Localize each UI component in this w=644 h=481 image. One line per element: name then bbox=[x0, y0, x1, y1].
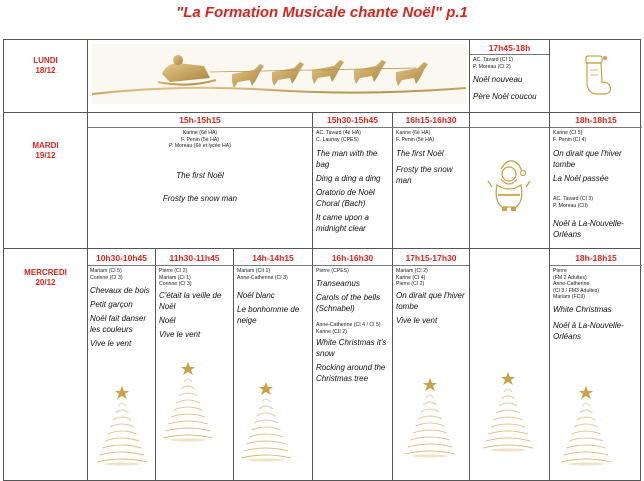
christmas-tree-icon bbox=[96, 384, 148, 466]
column-divider bbox=[312, 112, 313, 248]
mardi-slot1-time: 15h-15h15 bbox=[179, 115, 221, 125]
mercredi-slot2-songs: C'était la veille de Noël Noël Vive le vent bbox=[159, 291, 222, 339]
mercredi-slot6-teachers: Pierre (FM 2 Adultes) Anne-Catherine (CI 3 / FM3 Adultes) Mariam (FCII) bbox=[553, 268, 600, 301]
mardi-slot3-time: 16h15-16h30 bbox=[405, 115, 457, 125]
mardi-slot4-time: 18h-18h15 bbox=[575, 115, 617, 125]
lundi-slot1-time: 17h45-18h bbox=[488, 43, 531, 53]
mercredi-slot4-time: 16h-16h30 bbox=[331, 253, 374, 263]
mercredi-slot2-time: 11h30-11h45 bbox=[169, 253, 220, 263]
christmas-tree-icon bbox=[560, 384, 612, 466]
column-divider bbox=[469, 112, 470, 248]
column-divider bbox=[549, 248, 550, 481]
day-mercredi: MERCREDI 20/12 bbox=[24, 268, 67, 287]
mercredi-slot5-teachers: Mariam (CI 2) Karine (CI 4) Pierre (CI 2) bbox=[396, 268, 428, 288]
column-divider bbox=[469, 248, 470, 481]
lundi-slot1-teachers: AC. Tavard (CI 1) P. Moreau (CI 2) bbox=[473, 57, 513, 70]
mercredi-slot6-time: 18h-18h15 bbox=[575, 253, 617, 263]
mercredi-slot4-songs2: White Christmas it's snow Rocking around the Christmas tree bbox=[316, 338, 387, 383]
christmas-tree-icon bbox=[240, 380, 292, 462]
day-mardi: MARDI 19/12 bbox=[32, 141, 59, 160]
mercredi-slot1-songs: Chevaux de bois Petit garçon Noël fait danser les couleurs Vive le vent bbox=[90, 286, 150, 348]
row-divider bbox=[4, 248, 640, 249]
christmas-tree-icon bbox=[404, 376, 456, 458]
mercredi-slot4-teachers: Pierre (CPES) bbox=[316, 268, 349, 274]
column-divider bbox=[155, 248, 156, 481]
mardi-slot2-teachers: AC. Tavard (4è HA) C. Launay (CPES) bbox=[316, 130, 361, 143]
mercredi-slot3-time: 14h-14h15 bbox=[252, 253, 294, 263]
column-divider bbox=[392, 248, 393, 481]
mardi-slot3-teachers: Karine (6è HA) F. Penin (5è HA) bbox=[396, 130, 435, 143]
mercredi-slot3-songs: Noël blanc Le bonhomme de neige bbox=[237, 291, 300, 325]
stocking-icon bbox=[574, 52, 618, 102]
mercredi-slot5-songs: On dirait que l'hiver tombe Vive le vent bbox=[396, 291, 465, 325]
mercredi-slot1-time: 10h30-10h45 bbox=[95, 253, 148, 263]
mardi-slot4-songs2: Noël à La-Nouvelle-Orléans bbox=[553, 219, 624, 239]
mercredi-slot6-songs: White Christmas Noël à La-Nouvelle-Orléans bbox=[553, 305, 624, 341]
column-divider bbox=[233, 248, 234, 481]
mercredi-slot5-time: 17h15-17h30 bbox=[405, 253, 457, 263]
day-lundi: LUNDI 18/12 bbox=[33, 56, 58, 75]
sleigh-reindeer-illustration bbox=[92, 44, 466, 104]
mercredi-slot3-teachers: Mariam (CII 1) Anne-Catherine (CI 3) bbox=[237, 268, 288, 281]
lundi-slot1-songs: Noël nouveau Père Noël coucou bbox=[473, 75, 537, 101]
mardi-slot2-time: 15h30-15h45 bbox=[326, 115, 379, 125]
santa-claus-illustration bbox=[484, 155, 534, 213]
mardi-slot4-songs: On dirait que l'hiver tombe La Noël passée bbox=[553, 149, 622, 183]
christmas-tree-icon bbox=[162, 360, 214, 442]
mardi-slot1-songs: The first Noël Frosty the snow man bbox=[162, 171, 238, 203]
mardi-slot4-teachers: Karine (CI 5) F. Penin (CI 4) bbox=[553, 130, 587, 143]
mercredi-slot1-teachers: Mariam (CI 5) Corinne (CI 3) bbox=[90, 268, 123, 281]
mardi-slot1-teachers: Karine (6è HA) F. Penin (5è HA) P. Moreau (6è et lycée HA) bbox=[169, 130, 231, 150]
mercredi-slot2-teachers: Pierre (CI 2) Mariam (CI 1) Corinne (CI 3) bbox=[159, 268, 192, 288]
page-title: "La Formation Musicale chante Noël" p.1 bbox=[176, 4, 468, 21]
christmas-tree-icon bbox=[482, 370, 534, 452]
mercredi-slot4-songs: Transeamus Carols of the bells (Schnabel) bbox=[316, 279, 381, 313]
column-divider bbox=[549, 112, 550, 248]
column-divider bbox=[392, 112, 393, 248]
mardi-slot2-songs: The man with the bag Ding a ding a ding Oratorio de Noël Choral (Bach) It came upon a midnight clear bbox=[316, 149, 381, 233]
column-divider bbox=[312, 248, 313, 481]
mercredi-slot4-teachers2: Anne-Catherine (CI 4 / CI 5) Karine (CII 2) bbox=[316, 322, 381, 335]
schedule-table bbox=[3, 39, 641, 481]
column-divider bbox=[549, 40, 550, 112]
mardi-slot4-teachers2: AC. Tavard (CI 3) P. Moreau (CII) bbox=[553, 196, 593, 209]
row-divider bbox=[4, 112, 640, 113]
mardi-slot3-songs: The first Noël Frosty the snow man bbox=[396, 149, 453, 185]
